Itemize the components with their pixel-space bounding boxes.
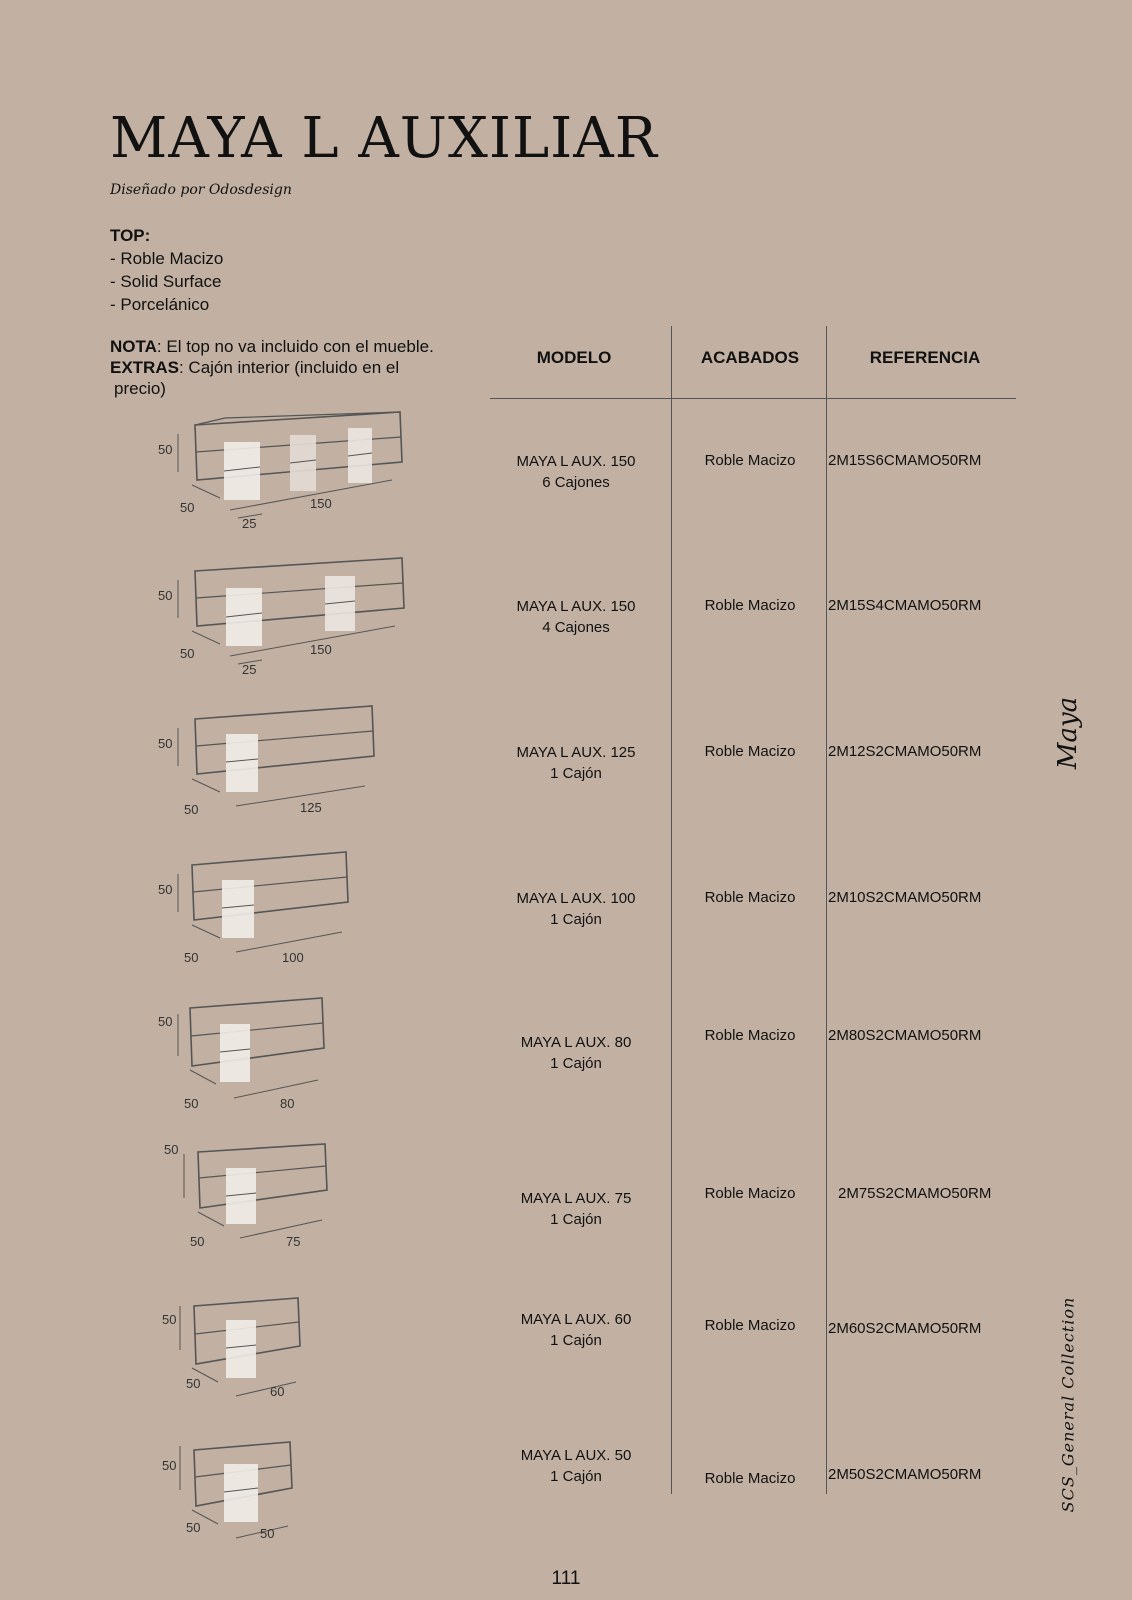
- drawer-count: 1 Cajón: [550, 765, 602, 782]
- drawer-count: 4 Cajones: [542, 619, 610, 636]
- dim-height: 50: [158, 442, 173, 457]
- finish: Roble Macizo: [704, 1185, 796, 1202]
- reference-code: 2M15S4CMAMO50RM: [828, 597, 982, 614]
- dim-height: 50: [158, 588, 173, 603]
- dim-depth: 50: [186, 1376, 201, 1391]
- dim-height: 50: [158, 882, 173, 897]
- dim-width: 100: [282, 950, 304, 965]
- product-drawing: [150, 1420, 420, 1550]
- model-label: MAYA L AUX. 50: [520, 1447, 632, 1464]
- dim-depth: 50: [186, 1520, 201, 1535]
- product-drawing: [150, 546, 420, 676]
- dim-width: 125: [300, 800, 322, 815]
- dim-width: 150: [310, 496, 332, 511]
- model-name: [490, 1188, 662, 1230]
- model-name: [490, 596, 662, 638]
- header-modelo: MODELO: [536, 348, 612, 367]
- drawer-count: 1 Cajón: [550, 1055, 602, 1072]
- model-label: MAYA L AUX. 100: [516, 890, 636, 907]
- dim-depth: 50: [184, 950, 199, 965]
- header-acabados: ACABADOS: [700, 348, 800, 367]
- dim-width: 150: [310, 642, 332, 657]
- model-label: MAYA L AUX. 150: [516, 598, 636, 615]
- nota-text: : El top no va incluido con el mueble.: [156, 337, 434, 356]
- reference-code: 2M75S2CMAMO50RM: [838, 1185, 992, 1202]
- dim-width: 75: [286, 1234, 301, 1249]
- drawer-count: 6 Cajones: [542, 474, 610, 491]
- finish: Roble Macizo: [704, 1317, 796, 1334]
- model-name: [490, 888, 662, 930]
- header-referencia: REFERENCIA: [869, 348, 981, 367]
- top-option: - Porcelánico: [110, 295, 210, 314]
- table-header-rule: [490, 398, 1016, 399]
- dim-depth: 50: [184, 802, 199, 817]
- dim-depth: 50: [180, 646, 195, 661]
- product-drawing: [150, 1276, 420, 1406]
- table-divider: [671, 326, 672, 1494]
- dim-module: 25: [242, 662, 257, 677]
- reference-code: 2M80S2CMAMO50RM: [828, 1027, 982, 1044]
- dim-height: 50: [158, 1014, 173, 1029]
- model-name: [490, 451, 662, 493]
- nota-label: NOTA: [110, 337, 157, 356]
- notes-block: [110, 336, 470, 399]
- product-drawing: [150, 840, 420, 970]
- drawer-count: 1 Cajón: [550, 1211, 602, 1228]
- dim-height: 50: [162, 1312, 177, 1327]
- model-name: [490, 742, 662, 784]
- drawer-count: 1 Cajón: [550, 1468, 602, 1485]
- finish: Roble Macizo: [704, 1470, 796, 1487]
- finish: Roble Macizo: [704, 1027, 796, 1044]
- reference-code: 2M12S2CMAMO50RM: [828, 743, 982, 760]
- collection-name: Maya: [1053, 696, 1083, 770]
- top-options: [110, 224, 223, 316]
- model-name: [490, 1309, 662, 1351]
- dim-depth: 50: [180, 500, 195, 515]
- extras-text: : Cajón interior (incluido en el: [178, 358, 400, 377]
- dim-depth: 50: [184, 1096, 199, 1111]
- reference-code: 2M50S2CMAMO50RM: [828, 1466, 982, 1483]
- model-name: [490, 1032, 662, 1074]
- dim-width: 50: [260, 1526, 275, 1541]
- dim-width: 80: [280, 1096, 295, 1111]
- extras-continuation: precio): [114, 379, 166, 398]
- top-option: - Roble Macizo: [110, 249, 224, 268]
- page-number: 111: [551, 1568, 581, 1589]
- dim-height: 50: [158, 736, 173, 751]
- finish: Roble Macizo: [704, 452, 796, 469]
- drawer-count: 1 Cajón: [550, 911, 602, 928]
- table-divider: [826, 326, 827, 1494]
- model-label: MAYA L AUX. 150: [516, 453, 636, 470]
- dim-width: 60: [270, 1384, 285, 1399]
- finish: Roble Macizo: [704, 743, 796, 760]
- extras-label: EXTRAS: [110, 358, 179, 377]
- dim-height: 50: [164, 1142, 179, 1157]
- finish: Roble Macizo: [704, 597, 796, 614]
- page-title: MAYA L AUXILIAR: [110, 106, 658, 171]
- drawer-count: 1 Cajón: [550, 1332, 602, 1349]
- product-drawing: [150, 1120, 420, 1250]
- model-label: MAYA L AUX. 75: [520, 1190, 632, 1207]
- reference-code: 2M60S2CMAMO50RM: [828, 1320, 982, 1337]
- dim-module: 25: [242, 516, 257, 531]
- collection-line: SCS_General Collection: [1058, 1296, 1078, 1513]
- product-drawing: [150, 400, 420, 530]
- model-label: MAYA L AUX. 60: [520, 1311, 632, 1328]
- product-drawing: [150, 694, 420, 824]
- finish: Roble Macizo: [704, 889, 796, 906]
- designer-credit: Diseñado por Odosdesign: [110, 182, 292, 198]
- model-name: [490, 1445, 662, 1487]
- dim-depth: 50: [190, 1234, 205, 1249]
- top-option: - Solid Surface: [110, 272, 222, 291]
- top-heading: TOP:: [110, 226, 151, 245]
- product-drawing: [150, 980, 420, 1110]
- reference-code: 2M10S2CMAMO50RM: [828, 889, 982, 906]
- model-label: MAYA L AUX. 125: [516, 744, 636, 761]
- model-label: MAYA L AUX. 80: [520, 1034, 632, 1051]
- reference-code: 2M15S6CMAMO50RM: [828, 452, 982, 469]
- dim-height: 50: [162, 1458, 177, 1473]
